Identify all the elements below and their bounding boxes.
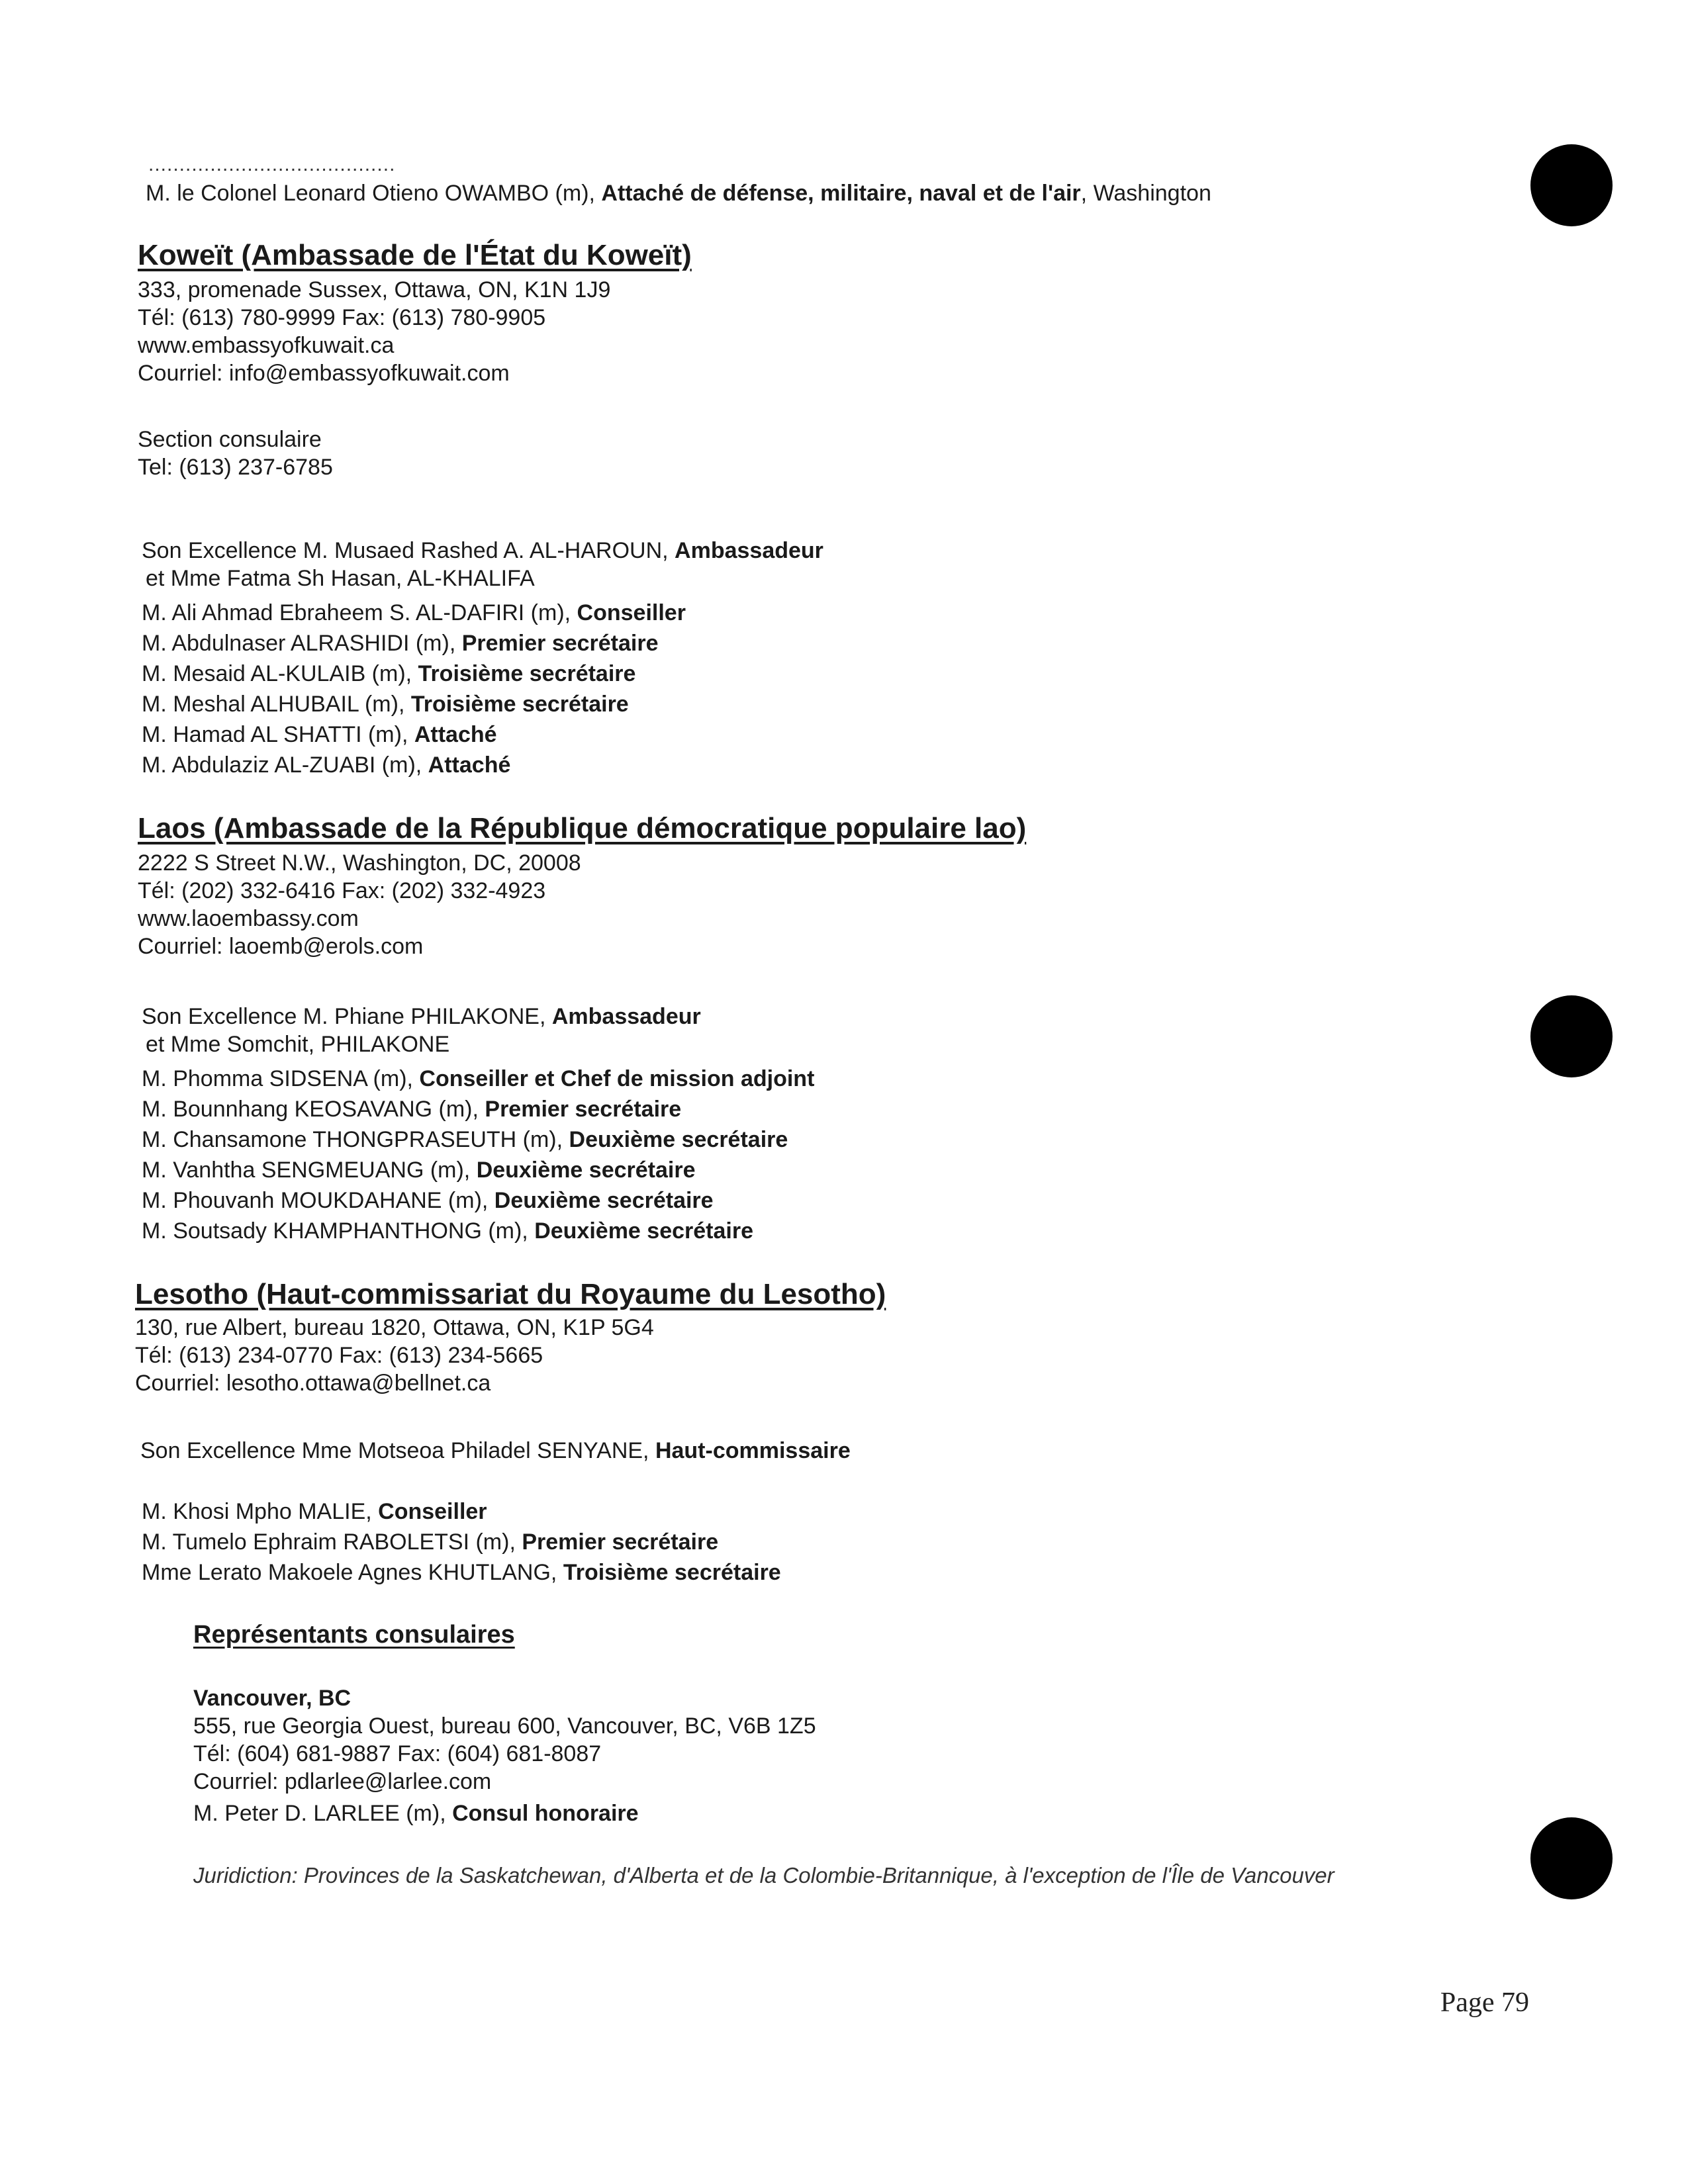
staff-name: M. Mesaid AL-KULAIB (m), [142,661,418,686]
laos-spouse: et Mme Somchit, PHILAKONE [146,1032,450,1057]
staff-name: M. Abdulnaser ALRASHIDI (m), [142,631,462,656]
punch-hole-middle [1530,995,1613,1077]
staff-name: M. Bounnhang KEOSAVANG (m), [142,1097,485,1122]
kuwait-address: 333, promenade Sussex, Ottawa, ON, K1N 1J9 [138,277,611,302]
staff-row [142,1126,788,1153]
attache-title: Attaché de défense, militaire, naval et de l'air [601,181,1081,206]
staff-row [142,600,686,626]
continuation-dots: ........................................ [148,154,396,175]
attache-line [146,180,1211,206]
staff-name: M. Phomma SIDSENA (m), [142,1066,420,1091]
laos-email: Courriel: laoemb@erols.com [138,934,424,959]
staff-title: Premier secrétaire [522,1529,719,1555]
staff-title: Deuxième secrétaire [534,1218,753,1244]
lesotho-high-commissioner [140,1437,851,1464]
attache-name: M. le Colonel Leonard Otieno OWAMBO (m), [146,181,602,206]
consul-name: M. Peter D. LARLEE (m), [193,1801,453,1826]
staff-title: Premier secrétaire [485,1097,682,1122]
laos-ambassador-name: Son Excellence M. Phiane PHILAKONE, [142,1004,552,1029]
staff-name: M. Soutsady KHAMPHANTHONG (m), [142,1218,535,1244]
staff-row [142,1187,714,1214]
staff-title: Conseiller et Chef de mission adjoint [419,1066,815,1091]
staff-title: Troisième secrétaire [410,692,629,717]
consul-title: Consul honoraire [452,1801,639,1826]
laos-website: www.laoembassy.com [138,906,359,931]
staff-title: Troisième secrétaire [418,661,636,686]
staff-row [142,1559,781,1586]
kuwait-ambassador-title: Ambassadeur [675,538,823,563]
staff-title: Premier secrétaire [461,631,659,656]
staff-name: Mme Lerato Makoele Agnes KHUTLANG, [142,1560,563,1585]
consular-representatives-heading: Représentants consulaires [193,1621,515,1649]
kuwait-ambassador [142,537,823,564]
staff-title: Deuxième secrétaire [494,1188,714,1213]
staff-name: M. Khosi Mpho MALIE, [142,1499,379,1524]
staff-title: Deuxième secrétaire [569,1127,788,1152]
staff-name: M. Hamad AL SHATTI (m), [142,722,414,747]
consul-row [193,1800,639,1827]
kuwait-email: Courriel: info@embassyofkuwait.com [138,361,510,386]
laos-ambassador-title: Ambassadeur [551,1004,701,1029]
staff-row [142,1096,681,1122]
staff-name: M. Tumelo Ephraim RABOLETSI (m), [142,1529,522,1555]
staff-title: Deuxième secrétaire [476,1158,696,1183]
consular-jurisdiction: Juridiction: Provinces de la Saskatchewan, d'Alberta et de la Colombie-Britannique, à l'exception de l'Île de Vancouver [193,1863,1335,1888]
staff-row [142,1529,718,1555]
staff-name: M. Vanhtha SENGMEUANG (m), [142,1158,477,1183]
staff-name: M. Meshal ALHUBAIL (m), [142,692,411,717]
laos-ambassador [142,1003,701,1030]
kuwait-consular-label: Section consulaire [138,427,322,452]
staff-name: M. Phouvanh MOUKDAHANE (m), [142,1188,494,1213]
staff-row [142,1218,753,1244]
laos-phone: Tél: (202) 332-6416 Fax: (202) 332-4923 [138,878,546,903]
section-heading-laos: Laos (Ambassade de la République démocratique populaire lao) [138,812,1027,844]
kuwait-ambassador-name: Son Excellence M. Musaed Rashed A. AL-HAROUN, [142,538,675,563]
staff-title: Attaché [414,722,497,747]
section-heading-lesotho: Lesotho (Haut-commissariat du Royaume du Lesotho) [135,1278,886,1310]
staff-row [142,752,510,778]
staff-title: Conseiller [577,600,686,625]
kuwait-website: www.embassyofkuwait.ca [138,333,395,358]
punch-hole-top [1530,144,1613,226]
staff-title: Troisième secrétaire [563,1560,781,1585]
kuwait-consular-phone: Tel: (613) 237-6785 [138,455,333,480]
staff-row [142,691,629,717]
lesotho-address: 130, rue Albert, bureau 1820, Ottawa, ON, K1P 5G4 [135,1315,654,1340]
consular-email: Courriel: pdlarlee@larlee.com [193,1769,492,1794]
kuwait-spouse: et Mme Fatma Sh Hasan, AL-KHALIFA [146,566,535,591]
staff-name: M. Ali Ahmad Ebraheem S. AL-DAFIRI (m), [142,600,577,625]
staff-name: M. Chansamone THONGPRASEUTH (m), [142,1127,569,1152]
section-heading-kuwait: Koweït (Ambassade de l'État du Koweït) [138,239,692,271]
staff-row [142,1066,814,1092]
staff-row [142,660,635,687]
staff-title: Attaché [428,752,511,778]
attache-location: , Washington [1080,181,1211,206]
lesotho-head-name: Son Excellence Mme Motseoa Philadel SENYANE, [140,1438,655,1463]
laos-address: 2222 S Street N.W., Washington, DC, 20008 [138,850,581,876]
consular-address: 555, rue Georgia Ouest, bureau 600, Vancouver, BC, V6B 1Z5 [193,1713,816,1739]
lesotho-head-title: Haut-commissaire [655,1438,851,1463]
lesotho-phone: Tél: (613) 234-0770 Fax: (613) 234-5665 [135,1343,543,1368]
staff-name: M. Abdulaziz AL-ZUABI (m), [142,752,428,778]
staff-row [142,721,497,748]
staff-row [142,1157,695,1183]
consular-phone: Tél: (604) 681-9887 Fax: (604) 681-8087 [193,1741,602,1766]
consular-city: Vancouver, BC [193,1686,352,1711]
staff-title: Conseiller [378,1499,487,1524]
punch-hole-bottom [1530,1817,1613,1899]
staff-row [142,1498,487,1525]
kuwait-phone: Tél: (613) 780-9999 Fax: (613) 780-9905 [138,305,546,330]
lesotho-email: Courriel: lesotho.ottawa@bellnet.ca [135,1371,491,1396]
page-number: Page 79 [1440,1987,1529,2018]
staff-row [142,630,659,657]
